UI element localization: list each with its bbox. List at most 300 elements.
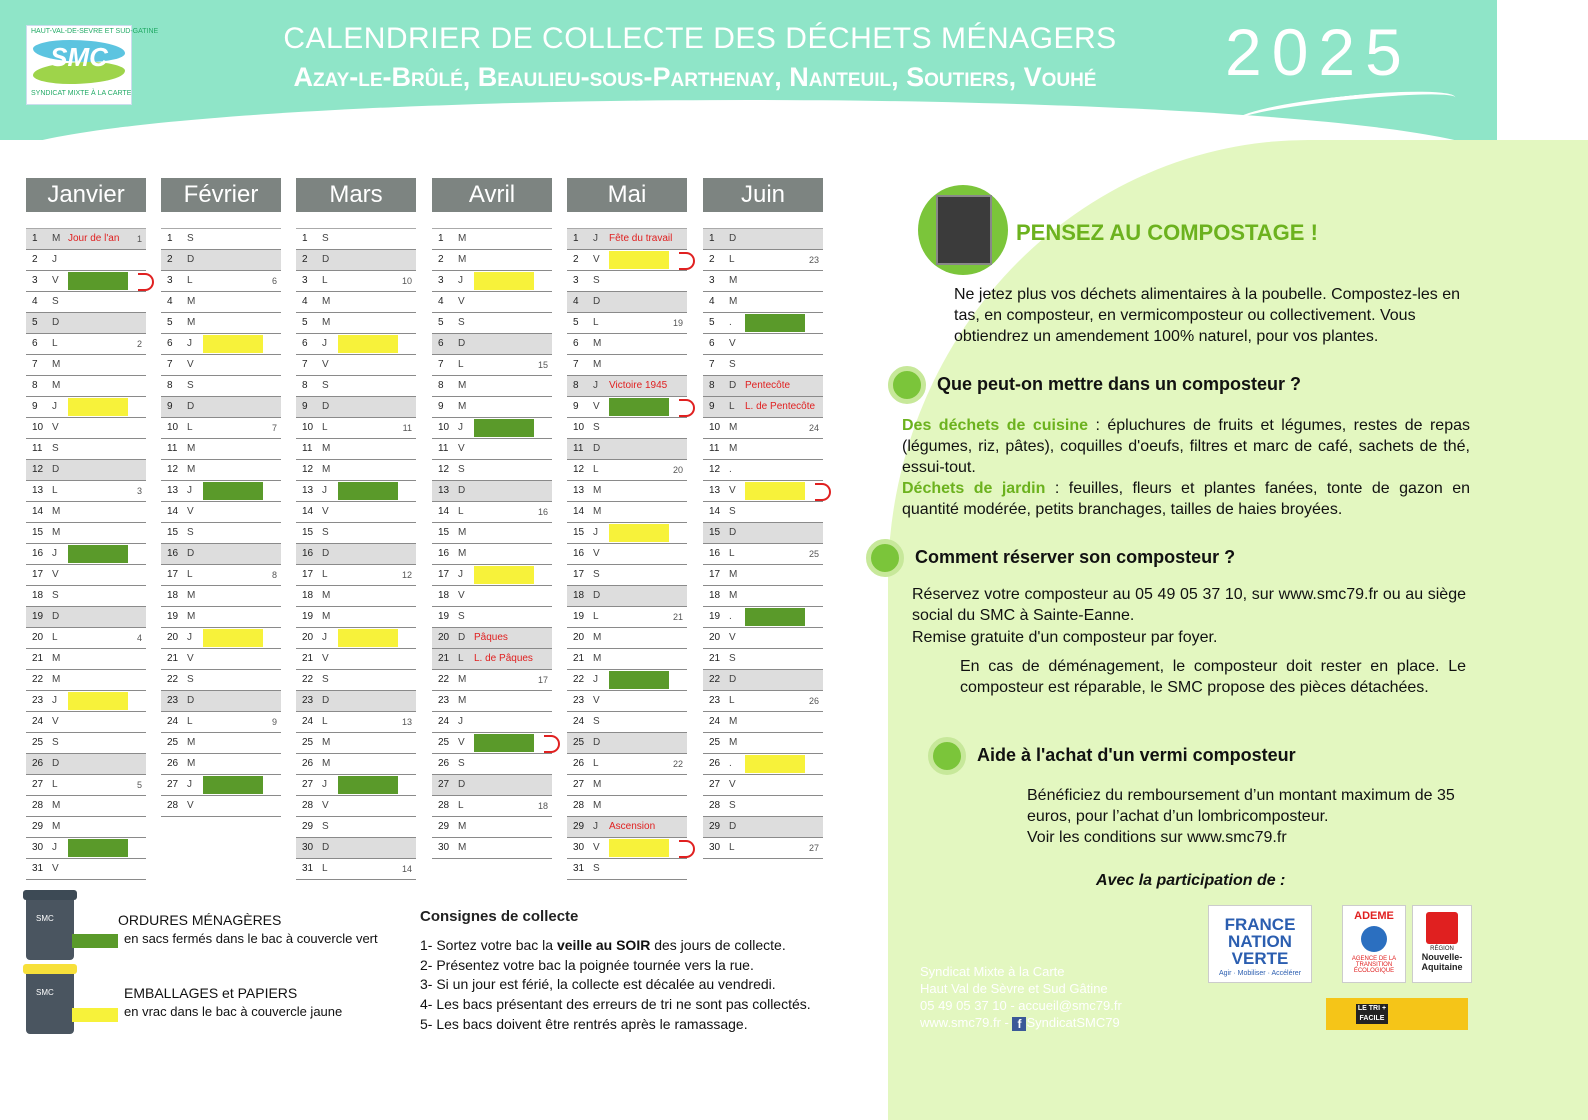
day-number: 20 — [167, 632, 179, 643]
day-row — [432, 733, 552, 754]
day-row — [432, 481, 552, 502]
ademe-logo — [1342, 905, 1406, 983]
day-number: 10 — [32, 422, 44, 433]
yellow-bin-lid — [23, 964, 77, 974]
reserve-text: Réservez votre composteur au 05 49 05 37 10, sur www.smc79.fr ou au siège social du SMC à Sainte-Eanne. — [912, 586, 1466, 624]
day-row — [703, 796, 823, 817]
day-row — [296, 439, 416, 460]
day-letter: V — [322, 359, 329, 370]
day-row — [567, 250, 687, 271]
day-row — [567, 691, 687, 712]
day-row — [432, 817, 552, 838]
day-letter: D — [729, 527, 737, 538]
day-letter: S — [458, 758, 465, 769]
day-row — [161, 271, 281, 292]
green-legend-swatch — [72, 934, 118, 948]
day-letter: M — [729, 296, 738, 307]
day-number: 8 — [32, 380, 38, 391]
day-number: 4 — [32, 296, 38, 307]
day-letter: . — [729, 758, 732, 769]
week-number: 1 — [136, 234, 142, 244]
day-number: 1 — [167, 233, 173, 244]
day-row — [703, 292, 823, 313]
contact-line-4 — [920, 1014, 1122, 1031]
day-number: 30 — [302, 842, 314, 853]
day-number: 23 — [167, 695, 179, 706]
day-letter: D — [322, 548, 330, 559]
day-row — [567, 460, 687, 481]
day-number: 23 — [302, 695, 314, 706]
day-number: 3 — [167, 275, 173, 286]
day-row — [567, 334, 687, 355]
day-row — [432, 796, 552, 817]
day-number: 27 — [302, 779, 314, 790]
day-letter: M — [458, 821, 467, 832]
shift-arrow-icon — [679, 840, 695, 858]
day-row — [161, 712, 281, 733]
day-row — [567, 649, 687, 670]
day-letter: S — [729, 653, 736, 664]
day-letter: D — [593, 590, 601, 601]
day-number: 27 — [573, 779, 585, 790]
day-number: 2 — [709, 254, 715, 265]
day-number: 20 — [573, 632, 585, 643]
day-row — [703, 418, 823, 439]
day-row — [703, 334, 823, 355]
day-letter: V — [729, 485, 736, 496]
day-number: 4 — [438, 296, 444, 307]
week-number: 7 — [271, 423, 277, 433]
day-row — [567, 418, 687, 439]
day-letter: J — [593, 821, 598, 832]
day-letter: M — [52, 821, 61, 832]
day-letter: M — [458, 380, 467, 391]
day-letter: M — [52, 506, 61, 517]
rule-5: 5- Les bacs doivent être rentrés après le ramassage. — [420, 1016, 748, 1032]
day-row — [26, 817, 146, 838]
day-letter: D — [322, 254, 330, 265]
day-row — [161, 376, 281, 397]
green-collection-bar — [745, 314, 805, 332]
day-letter: D — [322, 695, 330, 706]
day-number: 2 — [302, 254, 308, 265]
day-row — [296, 817, 416, 838]
rule-2: 2- Présentez votre bac la poignée tournée vers la rue. — [420, 957, 754, 973]
day-letter: V — [458, 737, 465, 748]
day-letter: S — [729, 506, 736, 517]
day-row — [432, 670, 552, 691]
day-letter: M — [187, 464, 196, 475]
week-number: 24 — [808, 423, 819, 433]
day-number: 24 — [32, 716, 44, 727]
day-number: 11 — [709, 443, 720, 454]
day-row — [161, 649, 281, 670]
day-number: 31 — [32, 863, 44, 874]
day-number: 5 — [302, 317, 308, 328]
day-number: 2 — [438, 254, 444, 265]
day-row — [703, 775, 823, 796]
france-nation-verte-logo — [1208, 905, 1312, 983]
day-row — [26, 229, 146, 250]
day-row — [26, 376, 146, 397]
day-list — [296, 228, 416, 880]
day-number: 30 — [32, 842, 44, 853]
day-letter: J — [187, 338, 192, 349]
day-number: 28 — [573, 800, 585, 811]
day-row — [432, 628, 552, 649]
week-number: 16 — [537, 507, 548, 517]
day-letter: M — [593, 506, 602, 517]
day-row — [161, 544, 281, 565]
day-row — [703, 607, 823, 628]
month-title: Janvier — [26, 178, 146, 212]
day-row — [567, 565, 687, 586]
day-letter: J — [458, 422, 463, 433]
day-number: 17 — [438, 569, 450, 580]
compost-intro: Ne jetez plus vos déchets alimentaires à la poubelle. Compostez-les en tas, en composteur, en vermicomposteur ou collectivement. Vous obtiendrez un amendement 100% naturel, pour vos plantes. — [954, 286, 1461, 345]
day-letter: L — [187, 275, 193, 286]
day-letter: S — [52, 737, 59, 748]
day-row — [26, 481, 146, 502]
yellow-collection-bar — [745, 482, 805, 500]
day-letter: S — [322, 674, 329, 685]
green-collection-bar — [474, 734, 534, 752]
day-number: 11 — [302, 443, 313, 454]
day-number: 18 — [302, 590, 314, 601]
week-number: 18 — [537, 801, 548, 811]
green-collection-bar — [203, 776, 263, 794]
day-row — [161, 313, 281, 334]
day-letter: D — [52, 758, 60, 769]
yellow-collection-bar — [203, 629, 263, 647]
week-number: 22 — [672, 759, 683, 769]
green-collection-bar — [338, 776, 398, 794]
day-row — [567, 544, 687, 565]
day-letter: D — [593, 737, 601, 748]
day-row — [161, 796, 281, 817]
day-number: 2 — [32, 254, 38, 265]
day-letter: J — [458, 275, 463, 286]
day-row — [161, 418, 281, 439]
contact-line-1: Syndicat Mixte à la Carte — [920, 964, 1065, 979]
day-letter: S — [187, 380, 194, 391]
day-number: 20 — [302, 632, 314, 643]
day-letter: M — [52, 653, 61, 664]
day-letter: M — [322, 464, 331, 475]
day-letter: L — [593, 464, 599, 475]
day-letter: . — [729, 317, 732, 328]
day-number: 9 — [302, 401, 308, 412]
globe-icon — [1361, 926, 1387, 952]
week-number: 11 — [402, 423, 412, 433]
day-letter: M — [322, 317, 331, 328]
holiday-label: Jour de l'an — [68, 233, 120, 244]
week-number: 13 — [401, 717, 412, 727]
day-row — [26, 271, 146, 292]
day-number: 11 — [167, 443, 178, 454]
day-letter: D — [458, 632, 466, 643]
day-letter: S — [729, 359, 736, 370]
day-number: 13 — [32, 485, 44, 496]
day-number: 4 — [167, 296, 173, 307]
day-number: 22 — [302, 674, 314, 685]
day-number: 7 — [573, 359, 579, 370]
day-row — [432, 691, 552, 712]
day-letter: J — [52, 401, 57, 412]
day-number: 10 — [302, 422, 314, 433]
day-number: 18 — [167, 590, 179, 601]
day-letter: L — [52, 779, 58, 790]
day-row — [432, 754, 552, 775]
day-letter: J — [187, 485, 192, 496]
day-number: 6 — [32, 338, 38, 349]
day-letter: M — [458, 548, 467, 559]
day-number: 30 — [438, 842, 450, 853]
day-number: 10 — [167, 422, 179, 433]
day-row — [567, 292, 687, 313]
day-letter: V — [593, 695, 600, 706]
bin-label: SMC — [36, 914, 54, 923]
day-letter: L — [322, 716, 328, 727]
day-number: 22 — [167, 674, 179, 685]
day-number: 14 — [709, 506, 721, 517]
day-row — [161, 292, 281, 313]
day-row — [567, 775, 687, 796]
day-row — [703, 586, 823, 607]
holiday-label: Victoire 1945 — [609, 380, 668, 391]
day-number: 12 — [438, 464, 450, 475]
day-number: 19 — [573, 611, 585, 622]
day-number: 14 — [302, 506, 314, 517]
week-number: 14 — [401, 864, 412, 874]
day-letter: D — [322, 401, 330, 412]
day-number: 15 — [709, 527, 721, 538]
day-row — [432, 418, 552, 439]
day-row — [432, 523, 552, 544]
day-letter: M — [322, 590, 331, 601]
page-title: CALENDRIER DE COLLECTE DES DÉCHETS MÉNAGERS — [283, 22, 1117, 55]
day-number: 7 — [302, 359, 308, 370]
day-row — [161, 229, 281, 250]
day-letter: V — [52, 716, 59, 727]
day-row — [26, 397, 146, 418]
day-number: 10 — [709, 422, 721, 433]
day-row — [432, 586, 552, 607]
day-number: 14 — [167, 506, 179, 517]
day-row — [703, 523, 823, 544]
day-letter: S — [458, 464, 465, 475]
day-letter: D — [52, 317, 60, 328]
day-number: 8 — [709, 380, 715, 391]
day-list — [703, 228, 823, 859]
day-letter: M — [322, 296, 331, 307]
day-row — [161, 481, 281, 502]
day-letter: J — [593, 527, 598, 538]
day-row — [432, 712, 552, 733]
day-number: 4 — [709, 296, 715, 307]
shift-arrow-icon — [815, 483, 831, 501]
week-number: 8 — [271, 570, 277, 580]
day-letter: D — [187, 254, 195, 265]
day-number: 10 — [573, 422, 585, 433]
day-row — [26, 313, 146, 334]
day-number: 1 — [32, 233, 38, 244]
day-row — [296, 670, 416, 691]
day-letter: V — [187, 653, 194, 664]
day-letter: S — [52, 590, 59, 601]
day-row — [26, 775, 146, 796]
day-number: 17 — [167, 569, 179, 580]
om-text: en sacs fermés dans le bac à couvercle vert — [124, 931, 378, 946]
day-row — [432, 439, 552, 460]
shift-arrow-icon — [544, 735, 560, 753]
compost-title: PENSEZ AU COMPOSTAGE ! — [1016, 220, 1318, 245]
bullet-icon — [866, 539, 904, 577]
day-number: 24 — [573, 716, 585, 727]
day-row — [703, 271, 823, 292]
day-letter: D — [729, 380, 737, 391]
day-number: 21 — [302, 653, 314, 664]
day-letter: M — [729, 569, 738, 580]
day-row — [296, 481, 416, 502]
day-row — [567, 859, 687, 880]
day-number: 12 — [167, 464, 179, 475]
week-number: 25 — [808, 549, 819, 559]
day-letter: M — [458, 401, 467, 412]
day-letter: M — [593, 779, 602, 790]
day-number: 19 — [302, 611, 314, 622]
day-row — [161, 691, 281, 712]
week-number: 6 — [271, 276, 277, 286]
day-number: 26 — [32, 758, 44, 769]
day-letter: M — [729, 737, 738, 748]
day-number: 29 — [438, 821, 450, 832]
day-row — [567, 229, 687, 250]
week-number: 26 — [808, 696, 819, 706]
month-title: Juin — [703, 178, 823, 212]
day-row — [296, 691, 416, 712]
holiday-label: Fête du travail — [609, 233, 673, 244]
yellow-collection-bar — [609, 839, 669, 857]
day-letter: V — [322, 506, 329, 517]
day-number: 26 — [167, 758, 179, 769]
day-number: 21 — [709, 653, 721, 664]
day-number: 29 — [32, 821, 44, 832]
day-row — [567, 628, 687, 649]
day-letter: V — [52, 275, 59, 286]
day-row — [432, 229, 552, 250]
what-to-compost — [902, 415, 1470, 520]
day-row — [432, 460, 552, 481]
day-number: 19 — [167, 611, 179, 622]
day-row — [26, 544, 146, 565]
day-row — [296, 544, 416, 565]
day-row — [432, 250, 552, 271]
month-title: Mars — [296, 178, 416, 212]
region-shield-icon — [1426, 912, 1458, 944]
day-row — [567, 313, 687, 334]
day-number: 12 — [573, 464, 585, 475]
day-letter: M — [458, 233, 467, 244]
day-number: 19 — [709, 611, 721, 622]
day-letter: S — [187, 674, 194, 685]
day-letter: L — [187, 716, 193, 727]
compost-bin-image — [918, 185, 1008, 275]
day-letter: M — [322, 758, 331, 769]
day-row — [26, 670, 146, 691]
yellow-collection-bar — [68, 692, 128, 710]
yellow-legend-swatch — [72, 1008, 118, 1022]
day-letter: V — [593, 548, 600, 559]
contact-line-3: 05 49 05 37 10 - accueil@smc79.fr — [920, 998, 1122, 1013]
day-letter: M — [52, 800, 61, 811]
day-row — [567, 670, 687, 691]
day-letter: L — [458, 653, 464, 664]
question-1: Que peut-on mettre dans un composteur ? — [937, 374, 1302, 394]
day-row — [26, 607, 146, 628]
month-title: Février — [161, 178, 281, 212]
day-number: 28 — [438, 800, 450, 811]
month-0 — [26, 178, 146, 880]
day-number: 4 — [573, 296, 579, 307]
day-row — [567, 397, 687, 418]
week-number: 4 — [136, 633, 142, 643]
day-letter: L — [593, 758, 599, 769]
day-row — [703, 502, 823, 523]
rule-1-c: des jours de collecte. — [650, 937, 786, 953]
bin-label: SMC — [36, 988, 54, 997]
week-number: 21 — [672, 612, 683, 622]
day-letter: V — [187, 359, 194, 370]
month-2 — [296, 178, 416, 880]
day-letter: L — [52, 338, 58, 349]
day-number: 20 — [709, 632, 721, 643]
day-letter: D — [729, 821, 737, 832]
day-number: 14 — [32, 506, 44, 517]
day-row — [296, 271, 416, 292]
partners-heading: Avec la participation de : — [1096, 872, 1286, 889]
day-number: 28 — [709, 800, 721, 811]
contact-line-2: Haut Val de Sèvre et Sud Gâtine — [920, 981, 1108, 996]
day-letter: S — [729, 800, 736, 811]
day-letter: M — [458, 695, 467, 706]
green-collection-bar — [68, 545, 128, 563]
day-letter: D — [187, 695, 195, 706]
day-row — [432, 838, 552, 859]
day-row — [296, 397, 416, 418]
day-number: 19 — [32, 611, 44, 622]
day-letter: J — [458, 716, 463, 727]
rule-1-a: 1- Sortez votre bac la — [420, 937, 557, 953]
day-row — [296, 565, 416, 586]
day-row — [432, 292, 552, 313]
france-nation-verte-text: FRANCE NATION VERTE — [1224, 915, 1296, 968]
day-row — [567, 523, 687, 544]
rule-1 — [420, 937, 786, 953]
day-row — [161, 334, 281, 355]
day-letter: M — [52, 359, 61, 370]
region-name: Nouvelle-Aquitaine — [1421, 952, 1463, 972]
day-row — [703, 355, 823, 376]
day-letter: M — [593, 485, 602, 496]
day-number: 3 — [709, 275, 715, 286]
facebook-name: SyndicatSMC79 — [1026, 1015, 1120, 1030]
day-letter: M — [52, 674, 61, 685]
day-letter: V — [322, 800, 329, 811]
day-number: 7 — [709, 359, 715, 370]
day-number: 13 — [438, 485, 450, 496]
day-number: 9 — [573, 401, 579, 412]
